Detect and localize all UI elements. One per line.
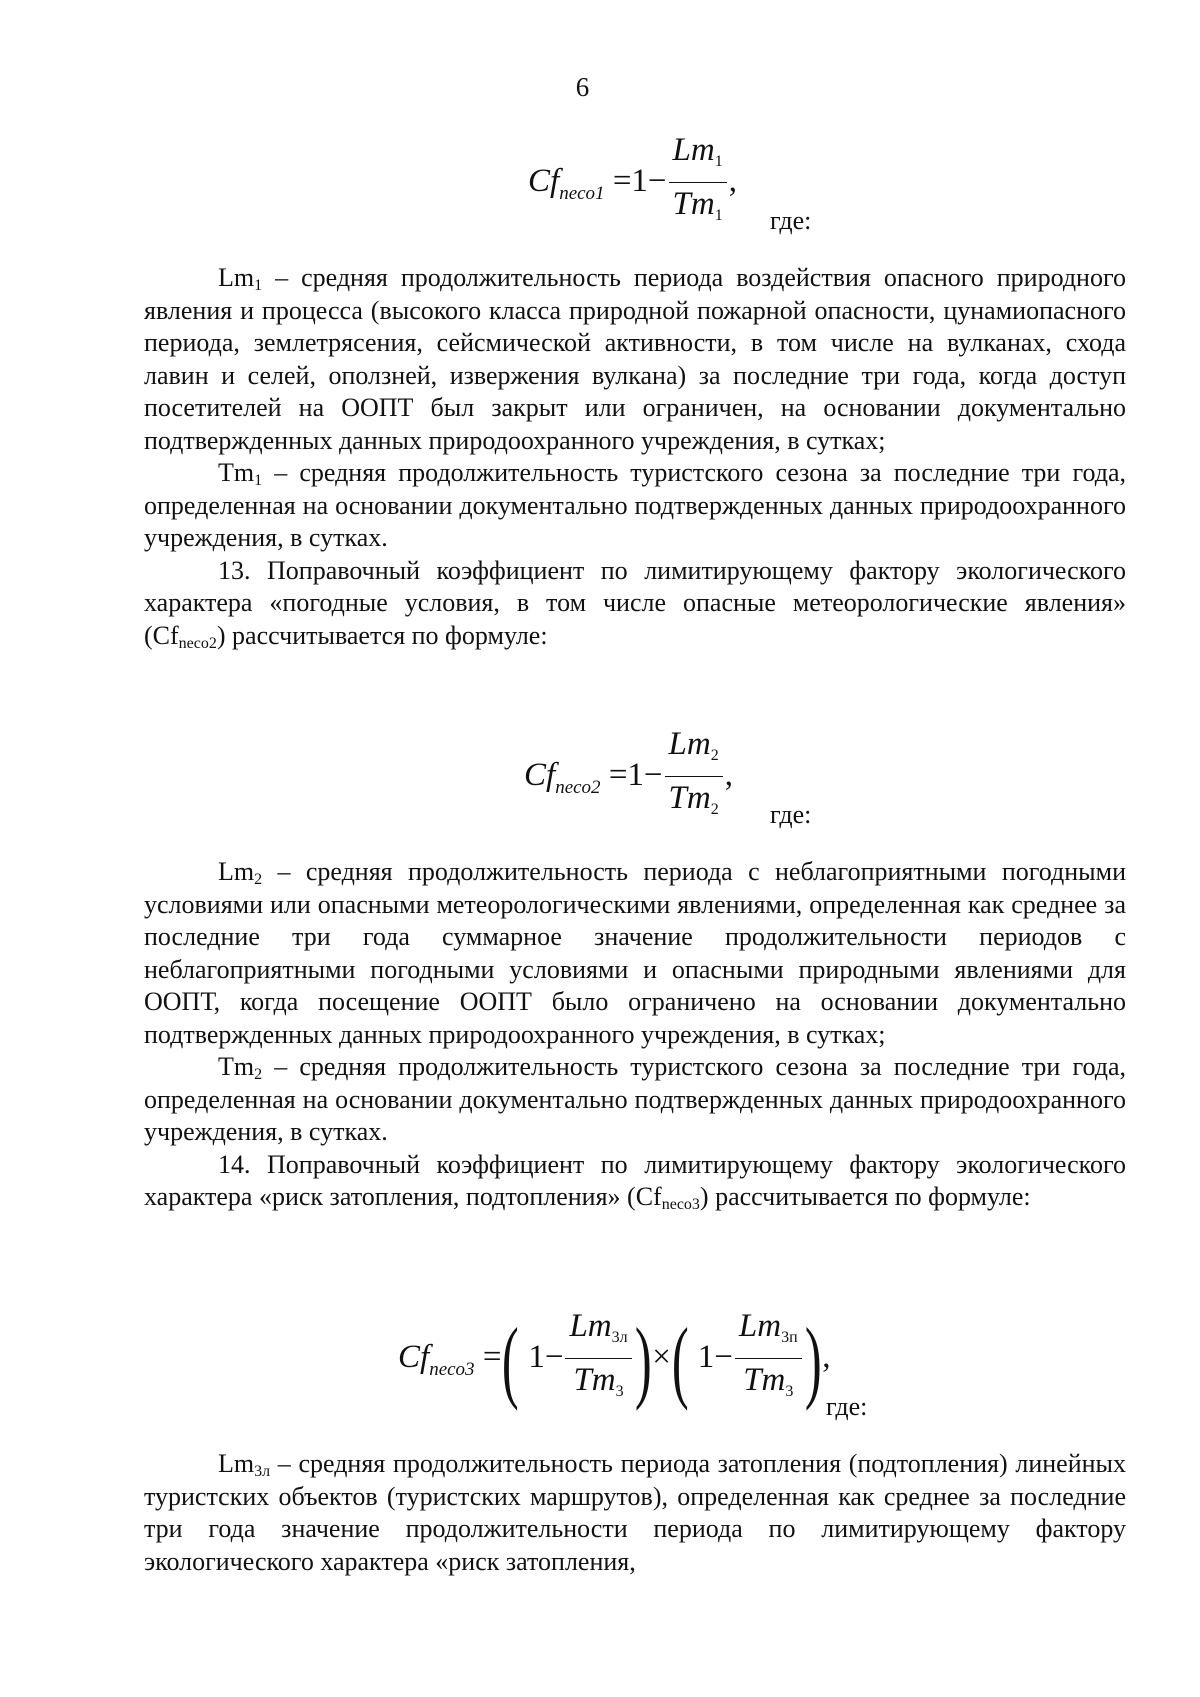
coefficient-subscript: neco3 bbox=[661, 1196, 700, 1213]
formula-cf-neco1 bbox=[528, 130, 737, 237]
formula-equals-one-minus: =1− bbox=[612, 163, 667, 200]
formula-equals: = bbox=[482, 1339, 502, 1376]
term-lm: Lm bbox=[218, 1449, 255, 1478]
formula-fraction-1 bbox=[565, 1306, 631, 1413]
fraction-numerator: Lm bbox=[672, 132, 715, 168]
formula-lhs-subscript: neco2 bbox=[555, 777, 601, 799]
paragraph-lm1-definition bbox=[144, 262, 1126, 457]
formula-where-label: где: bbox=[770, 206, 812, 235]
formula-lhs: Cf bbox=[528, 163, 560, 200]
term-subscript: 2 bbox=[254, 871, 263, 888]
formula-where-label: где: bbox=[826, 1392, 868, 1421]
fraction-numerator: Lm bbox=[569, 1308, 612, 1344]
page-number: 6 bbox=[575, 72, 590, 102]
formula-lhs: Cf bbox=[524, 757, 556, 794]
fraction-denominator-subscript: 2 bbox=[710, 801, 719, 818]
formula-lhs-subscript: neco3 bbox=[429, 1359, 475, 1381]
fraction-denominator: Tm bbox=[573, 1362, 616, 1398]
text-block-2 bbox=[144, 856, 1126, 1214]
term-lm: Lm bbox=[218, 263, 255, 292]
formula-comma: , bbox=[724, 757, 733, 794]
term-subscript: 3л bbox=[254, 1463, 271, 1480]
paragraph-tm2-definition bbox=[144, 1051, 1126, 1149]
term-tm: Tm bbox=[218, 1052, 255, 1081]
fraction-denominator-subscript: 3 bbox=[615, 1383, 624, 1400]
term-subscript: 1 bbox=[254, 472, 263, 489]
paragraph-lm3l-definition bbox=[144, 1448, 1126, 1578]
item-text: 14. Поправочный коэффициент по лимитирующему фактору экологического характера «риск затопления, подтопления» (Cf bbox=[144, 1149, 1126, 1211]
formula-comma: , bbox=[822, 1339, 831, 1376]
formula-equals-one-minus: =1− bbox=[608, 757, 663, 794]
formula-cf-neco2 bbox=[524, 724, 733, 831]
fraction-denominator: Tm bbox=[672, 186, 715, 222]
formula-one-minus: 1− bbox=[697, 1339, 733, 1376]
text-block-3 bbox=[144, 1448, 1126, 1578]
fraction-denominator-subscript: 1 bbox=[714, 207, 723, 224]
term-subscript: 2 bbox=[254, 1066, 263, 1083]
fraction-numerator-subscript: 3л bbox=[611, 1329, 628, 1346]
paragraph-lm2-definition bbox=[144, 856, 1126, 1051]
formula-times: × bbox=[652, 1339, 671, 1376]
formula-fraction-2 bbox=[735, 1306, 802, 1413]
formula-comma: , bbox=[728, 163, 737, 200]
formula-lhs: Cf bbox=[398, 1339, 430, 1376]
left-parenthesis: ( bbox=[671, 1308, 689, 1411]
definition-text: – средняя продолжительность туристского сезона за последние три года, определенная на основании документально подтвержденных данных природоохранного учреждения, в сутках. bbox=[144, 1052, 1126, 1146]
definition-text: – средняя продолжительность туристского сезона за последние три года, определенная на основании документально подтвержденных данных природоохранного учреждения, в сутках. bbox=[144, 458, 1126, 552]
fraction-numerator: Lm bbox=[668, 726, 711, 762]
fraction-numerator-subscript: 1 bbox=[714, 153, 723, 170]
fraction-numerator-subscript: 2 bbox=[710, 747, 719, 764]
definition-text: – средняя продолжительность периода воздействия опасного природного явления и процесса (высокого класса природной пожарной опасности, цунамиопасного периода, землетрясения, сейсмической активности, в том числе на вулканах, схода лавин и селей, оползней, извержения вулкана) за последние три года, когда доступ посетителей на ООПТ был закрыт или ограничен, на основании документально подтвержденных данных природоохранного учреждения, в сутках; bbox=[144, 263, 1126, 455]
text-block-1 bbox=[144, 262, 1126, 652]
item-text-end: ) рассчитывается по формуле: bbox=[216, 620, 548, 650]
definition-text: – средняя продолжительность периода с неблагоприятными погодными условиями или опасными метеорологическими явлениями, определенная как среднее за последние три года суммарное значение продолжительности периодов с неблагоприятными погодными условиями и опасными природными явлениями для ООПТ, когда посещение ООПТ было ограничено на основании документально подтвержденных данных природоохранного учреждения, в сутках; bbox=[144, 857, 1126, 1049]
fraction-denominator: Tm bbox=[668, 780, 711, 816]
left-parenthesis: ( bbox=[502, 1308, 520, 1411]
right-parenthesis: ) bbox=[804, 1308, 822, 1411]
formula-lhs-subscript: neco1 bbox=[559, 183, 605, 205]
paragraph-item-14 bbox=[144, 1149, 1126, 1214]
definition-text: – средняя продолжительность периода затопления (подтопления) линейных туристских объектов (туристских маршрутов), определенная как среднее за последние три года значение продолжительности периода по лимитирующему фактору экологического характера «риск затопления, bbox=[144, 1449, 1126, 1576]
fraction-denominator-subscript: 3 bbox=[785, 1383, 794, 1400]
term-lm: Lm bbox=[218, 857, 255, 886]
fraction-numerator-subscript: 3п bbox=[781, 1329, 798, 1346]
formula-fraction bbox=[669, 130, 727, 237]
term-tm: Tm bbox=[218, 458, 255, 487]
formula-one-minus: 1− bbox=[528, 1339, 564, 1376]
right-parenthesis: ) bbox=[634, 1308, 652, 1411]
fraction-denominator: Tm bbox=[743, 1362, 786, 1398]
term-subscript: 1 bbox=[254, 277, 263, 294]
item-text: 13. Поправочный коэффициент по лимитирующему фактору экологического характера «погодные условия, в том числе опасные метеорологические явления» (Cf bbox=[144, 555, 1126, 650]
formula-where-label: где: bbox=[770, 800, 812, 829]
coefficient-subscript: neco2 bbox=[178, 634, 217, 652]
formula-fraction bbox=[665, 724, 723, 831]
paragraph-item-13 bbox=[144, 555, 1126, 653]
formula-cf-neco3 bbox=[398, 1306, 831, 1413]
fraction-numerator: Lm bbox=[738, 1308, 782, 1344]
item-text-end: ) рассчитывается по формуле: bbox=[699, 1182, 1031, 1211]
paragraph-tm1-definition bbox=[144, 457, 1126, 555]
